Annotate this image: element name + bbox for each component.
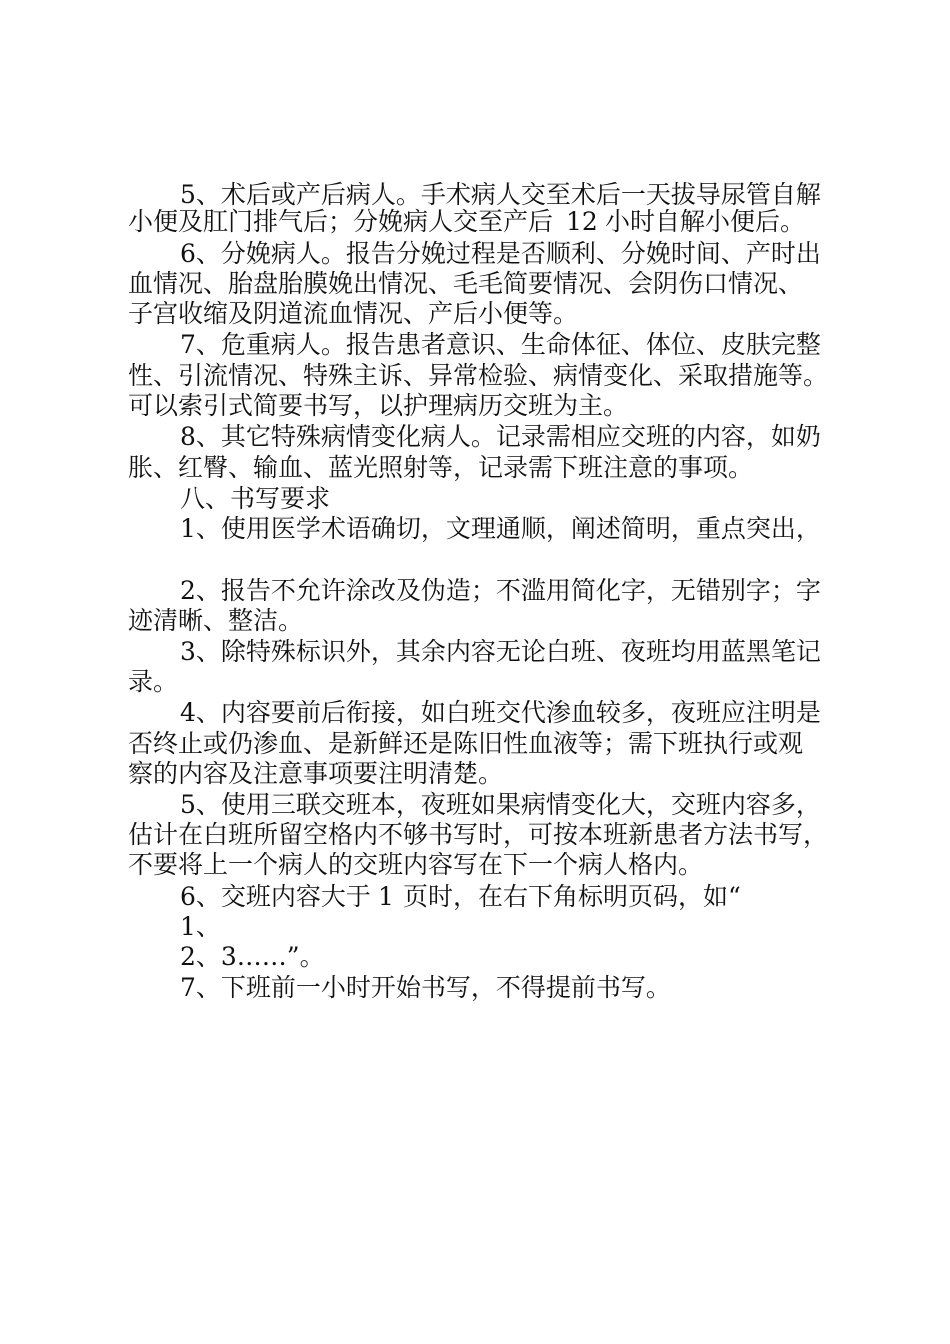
text-line: 7、危重病人。报告患者意识、生命体征、体位、皮肤完整 xyxy=(180,330,821,359)
text-line: 否终止或仍渗血、是新鲜还是陈旧性血液等；需下班执行或观 xyxy=(128,729,804,758)
text-line: 2、报告不允许涂改及伪造；不滥用简化字，无错别字；字 xyxy=(180,576,821,605)
text-line: 察的内容及注意事项要注明清楚。 xyxy=(128,759,504,788)
requirement-5-line-1 xyxy=(0,788,950,822)
requirement-5-line-3 xyxy=(0,848,950,882)
text-line: 6、交班内容大于 xyxy=(180,882,371,911)
text-line: 可以索引式简要书写，以护理病历交班为主。 xyxy=(128,391,629,420)
text-line: 小时自解小便后。 xyxy=(605,207,806,236)
paragraph-6-line-1 xyxy=(0,237,950,271)
paragraph-7-line-2 xyxy=(0,359,950,393)
text-line: 性、引流情况、特殊主诉、异常检验、病情变化、采取措施等。 xyxy=(128,361,829,390)
paragraph-6-line-3 xyxy=(0,297,950,331)
text-line: 不要将上一个病人的交班内容写在下一个病人格内。 xyxy=(128,850,704,879)
text-line: 6、分娩病人。报告分娩过程是否顺利、分娩时间、产时出 xyxy=(180,239,821,268)
text-line: 子宫收缩及阴道流血情况、产后小便等。 xyxy=(128,299,579,328)
requirement-7-line-1 xyxy=(0,971,950,1005)
text-line: 1、 xyxy=(180,912,221,941)
text-line: 8、其它特殊病情变化病人。记录需相应交班的内容，如奶 xyxy=(180,422,821,451)
text-line: 小便及肛门排气后；分娩病人交至产后 xyxy=(128,207,554,236)
text-line: 4、内容要前后衔接，如白班交代渗血较多，夜班应注明是 xyxy=(180,698,821,727)
requirement-6-line-2 xyxy=(0,910,950,944)
requirement-6-line-3 xyxy=(0,940,950,974)
text-line: 胀、红臀、输血、蓝光照射等，记录需下班注意的事项。 xyxy=(128,453,754,482)
requirement-6-line-1 xyxy=(0,880,950,914)
text-line: 血情况、胎盘胎膜娩出情况、毛毛简要情况、会阴伤口情况、 xyxy=(128,269,804,298)
text-line: 5、术后或产后病人。手术病人交至术后一天拔导尿管自解 xyxy=(180,180,821,209)
requirement-4-line-2 xyxy=(0,727,950,761)
text-line: 5、使用三联交班本，夜班如果病情变化大，交班内容多， xyxy=(180,790,821,819)
requirement-5-line-2 xyxy=(0,818,950,852)
paragraph-7-line-3 xyxy=(0,389,950,423)
requirement-2-line-1 xyxy=(0,574,950,608)
section-title: 八、书写要求 xyxy=(180,484,331,513)
text-line: 7、下班前一小时开始书写，不得提前书写。 xyxy=(180,973,671,1002)
text-line: 2、3……”。 xyxy=(180,942,325,971)
paragraph-6-line-2 xyxy=(0,267,950,301)
requirement-4-line-3 xyxy=(0,757,950,791)
requirement-1-line-1 xyxy=(0,512,950,546)
requirement-3-line-2 xyxy=(0,665,950,699)
paragraph-5-line-2 xyxy=(0,205,950,239)
paragraph-7-line-1 xyxy=(0,328,950,362)
text-line: 页时，在右下角标明页码，如“ xyxy=(403,882,741,911)
text-number: 1 xyxy=(378,882,394,911)
text-line: 3、除特殊标识外，其余内容无论白班、夜班均用蓝黑笔记 xyxy=(180,637,821,666)
text-line: 估计在白班所留空格内不够书写时，可按本班新患者方法书写， xyxy=(128,820,829,849)
text-line: 录。 xyxy=(128,667,179,696)
text-line: 1、使用医学术语确切，文理通顺，阐述简明，重点突出， xyxy=(180,514,821,543)
paragraph-8-line-2 xyxy=(0,451,950,485)
text-line: 迹清晰、整洁。 xyxy=(128,606,304,635)
requirement-4-line-1 xyxy=(0,696,950,730)
paragraph-8-line-1 xyxy=(0,420,950,454)
text-number: 12 xyxy=(566,207,598,236)
requirement-2-line-2 xyxy=(0,604,950,638)
requirement-3-line-1 xyxy=(0,635,950,669)
section-heading xyxy=(0,482,950,516)
